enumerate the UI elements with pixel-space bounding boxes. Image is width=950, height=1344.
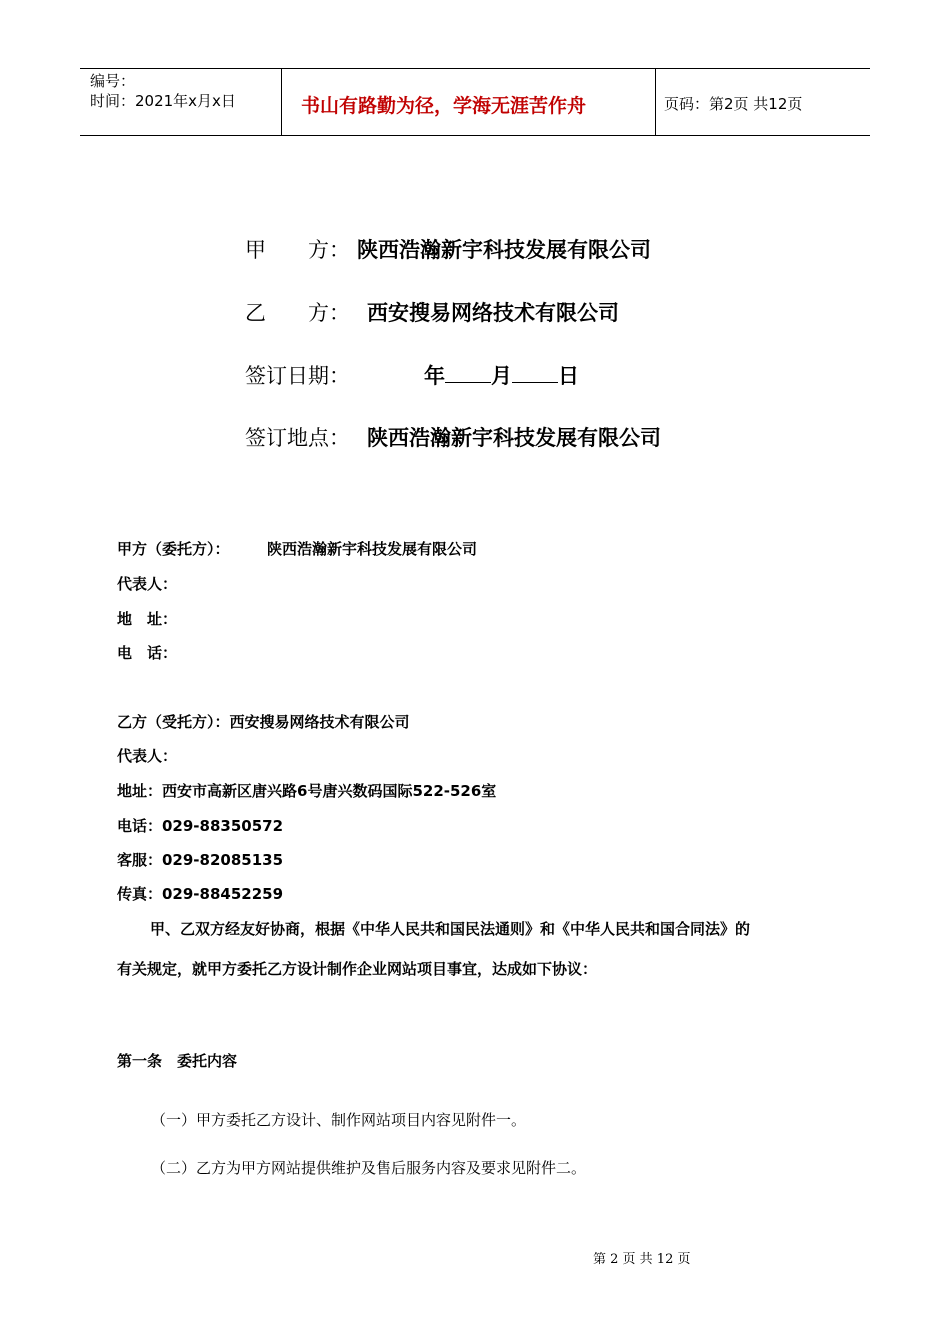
header-motto: 书山有路勤为径，学海无涯苦作舟 bbox=[301, 95, 587, 117]
party-b-service: 客服：029-82085135 bbox=[117, 851, 284, 869]
party-b-rep: 代表人： bbox=[117, 747, 178, 765]
intro-line-1: 甲、乙双方经友好协商，根据《中华人民共和国民法通则》和《中华人民共和国合同法》的 bbox=[150, 920, 751, 938]
header-page-label: 页码：第2页 共12页 bbox=[664, 95, 803, 113]
day-blank bbox=[512, 364, 558, 383]
header-divider-right bbox=[655, 68, 656, 136]
month-blank bbox=[445, 364, 491, 383]
signing-place-value: 陕西浩瀚新宇科技发展有限公司 bbox=[367, 426, 661, 450]
date-year: 年 bbox=[424, 364, 445, 388]
header-time-label: 时间：2021年x月x日 bbox=[90, 92, 236, 110]
party-a-phone: 电 话： bbox=[117, 644, 178, 662]
party-a-rep: 代表人： bbox=[117, 575, 178, 593]
intro-line-2: 有关规定，就甲方委托乙方设计制作企业网站项目事宜，达成如下协议： bbox=[117, 960, 598, 978]
article-1-item-1: （一）甲方委托乙方设计、制作网站项目内容见附件一。 bbox=[151, 1111, 527, 1129]
party-b-cover-label: 乙 方： bbox=[245, 301, 350, 325]
party-a-cover-label: 甲 方： bbox=[245, 238, 350, 262]
party-a-address: 地 址： bbox=[117, 610, 178, 628]
header-number-label: 编号： bbox=[90, 72, 136, 90]
article-1-item-2: （二）乙方为甲方网站提供维护及售后服务内容及要求见附件二。 bbox=[151, 1159, 587, 1177]
party-b-fax: 传真：029-88452259 bbox=[117, 885, 284, 903]
party-b-phone: 电话：029-88350572 bbox=[117, 817, 284, 835]
party-a-name: 陕西浩瀚新宇科技发展有限公司 bbox=[267, 540, 478, 558]
header-bottom-rule bbox=[80, 135, 870, 136]
signing-place-label: 签订地点： bbox=[245, 426, 350, 450]
header-divider-left bbox=[281, 68, 282, 136]
party-b-cover-value: 西安搜易网络技术有限公司 bbox=[367, 301, 619, 325]
article-1-title: 第一条 委托内容 bbox=[117, 1052, 238, 1070]
header-top-rule bbox=[80, 68, 870, 69]
party-b-address: 地址：西安市高新区唐兴路6号唐兴数码国际522-526室 bbox=[117, 782, 497, 800]
date-day: 日 bbox=[558, 364, 579, 388]
signing-date-label: 签订日期： bbox=[245, 364, 350, 388]
party-a-title: 甲方（委托方）： bbox=[117, 540, 230, 558]
signing-date-value bbox=[424, 360, 579, 390]
party-a-cover-value: 陕西浩瀚新宇科技发展有限公司 bbox=[357, 238, 651, 262]
date-month: 月 bbox=[491, 364, 512, 388]
party-b-title: 乙方（受托方）：西安搜易网络技术有限公司 bbox=[117, 713, 410, 731]
footer-page-number: 第 2 页 共 12 页 bbox=[593, 1252, 691, 1267]
